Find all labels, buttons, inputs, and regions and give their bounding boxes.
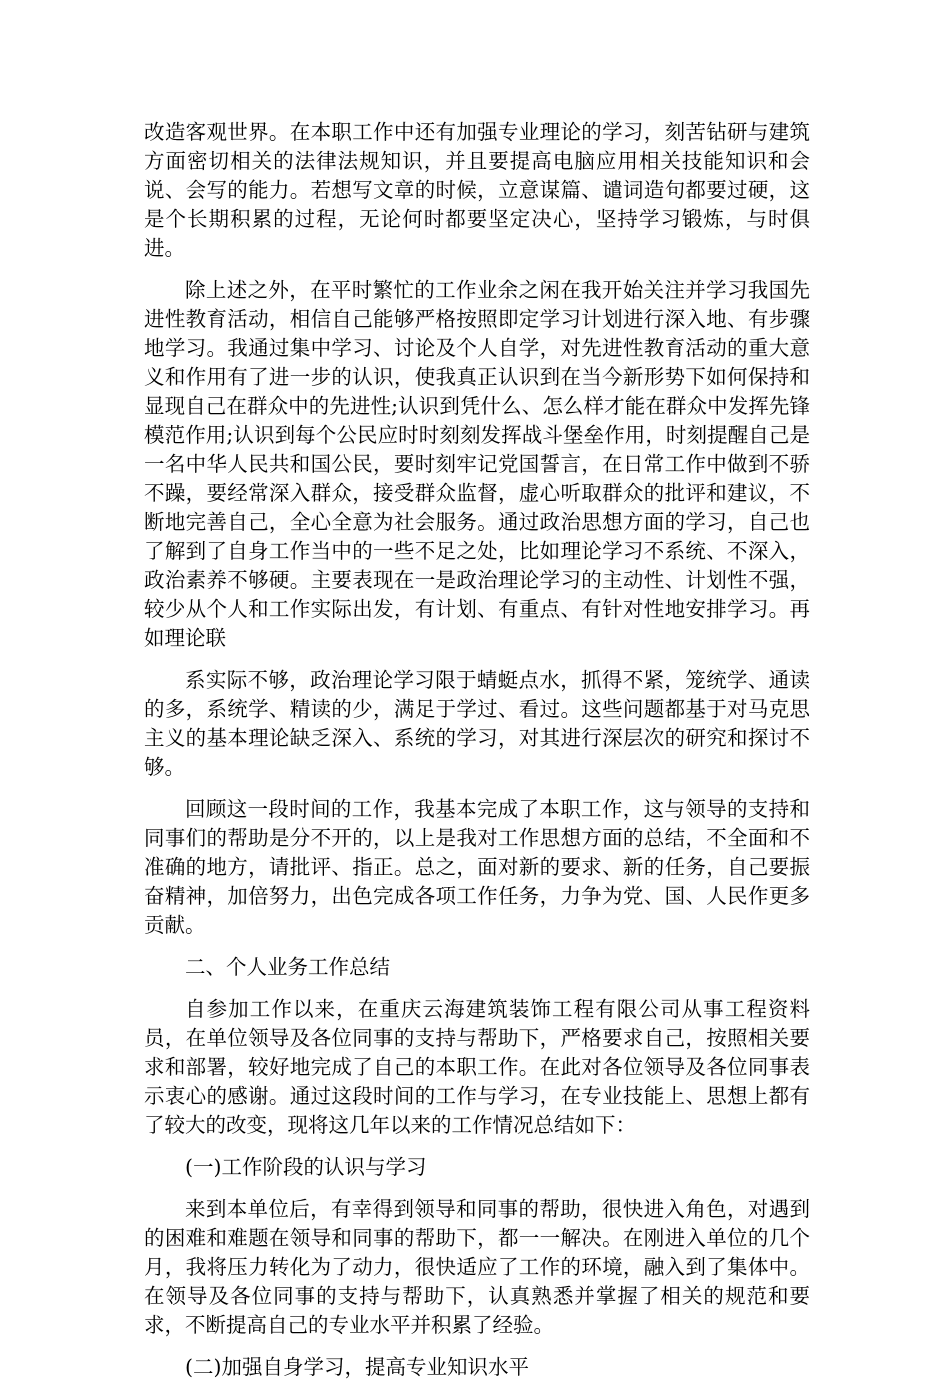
paragraph-review: 回顾这一段时间的工作，我基本完成了本职工作，这与领导的支持和同事们的帮助是分不开的，以上是我对工作思想方面的总结，不全面和不准确的地方，请批评、指正。总之，面对新的要求、新的任务，自己要振奋精神，加倍努力，出色完成各项工作任务，力争为党、国、人民作更多贡献。	[144, 797, 810, 937]
subheading-self-study: (二)加强自身学习，提高专业知识水平	[185, 1355, 529, 1379]
document-page	[144, 118, 810, 1395]
paragraph-theory-practice: 系实际不够，政治理论学习限于蜻蜓点水，抓得不紧，笼统学、通读的多，系统学、精读的少，满足于学过、看过。这些问题都基于对马克思主义的基本理论缺乏深入、系统的学习，对其进行深层次的研究和探讨不够。	[144, 668, 810, 779]
paragraph-continuation: 改造客观世界。在本职工作中还有加强专业理论的学习，刻苦钻研与建筑方面密切相关的法律法规知识，并且要提高电脑应用相关技能知识和会说、会写的能力。若想写文章的时候，立意谋篇、谴词造句都要过硬，这是个长期积累的过程，无论何时都要坚定决心，坚持学习锻炼，与时俱进。	[144, 120, 810, 260]
paragraph-arrival: 来到本单位后，有幸得到领导和同事的帮助，很快进入角色，对遇到的困难和难题在领导和同事的帮助下，都一一解决。在刚进入单位的几个月，我将压力转化为了动力，很快适应了工作的环境，融入到了集体中。在领导及各位同事的支持与帮助下，认真熟悉并掌握了相关的规范和要求，不断提高自己的专业水平并积累了经验。	[144, 1197, 810, 1337]
section-heading-business-summary: 二、个人业务工作总结	[185, 955, 390, 979]
paragraph-since-joining: 自参加工作以来，在重庆云海建筑装饰工程有限公司从事工程资料员，在单位领导及各位同事的支持与帮助下，严格要求自己，按照相关要求和部署，较好地完成了自己的本职工作。在此对各位领导及各位同事表示衷心的感谢。通过这段时间的工作与学习，在专业技能上、思想上都有了较大的改变，现将这几年以来的工作情况总结如下：	[144, 997, 810, 1137]
subheading-work-stage: (一)工作阶段的认识与学习	[185, 1155, 427, 1179]
paragraph-advanced-education: 除上述之外，在平时繁忙的工作业余之闲在我开始关注并学习我国先进性教育活动，相信自己能够严格按照即定学习计划进行深入地、有步骤地学习。我通过集中学习、讨论及个人自学，对先进性教育活动的重大意义和作用有了进一步的认识，使我真正认识到在当今新形势下如何保持和显现自己在群众中的先进性;认识到凭什么、怎么样才能在群众中发挥先锋模范作用;认识到每个公民应时时刻刻发挥战斗堡垒作用，时刻提醒自己是一名中华人民共和国公民，要时刻牢记党国誓言，在日常工作中做到不骄不躁，要经常深入群众，接受群众监督，虚心听取群众的批评和建议，不断地完善自己，全心全意为社会服务。通过政治思想方面的学习，自己也了解到了自身工作当中的一些不足之处，比如理论学习不系统、不深入，政治素养不够硬。主要表现在一是政治理论学习的主动性、计划性不强，较少从个人和工作实际出发，有计划、有重点、有针对性地安排学习。再如理论联	[144, 278, 810, 650]
